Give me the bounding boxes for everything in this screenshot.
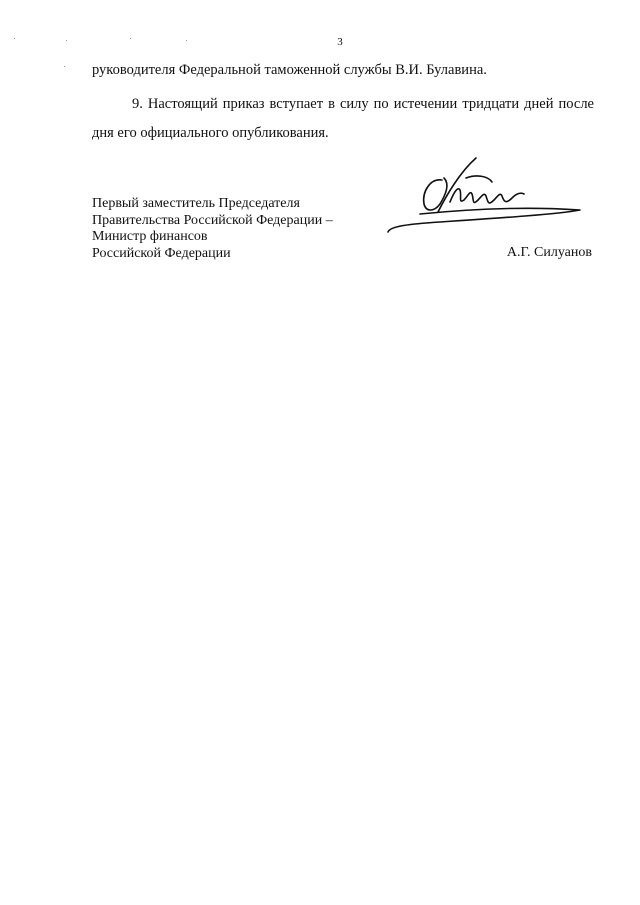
signer-position-line: Первый заместитель Председателя: [92, 196, 300, 211]
signature-icon: [380, 152, 590, 238]
signer-position-line: Министр финансов: [92, 229, 208, 244]
scan-artifact: [64, 66, 65, 67]
paragraph-9: 9. Настоящий приказ вступает в силу по истечении тридцати дней после дня его официального опубликования.: [92, 96, 594, 141]
signer-position: [92, 196, 333, 262]
signer-name: А.Г. Силуанов: [506, 245, 592, 260]
page-number: 3: [337, 36, 343, 48]
signer-position-line: Российской Федерации: [92, 245, 231, 261]
signer-position-line: Правительства Российской Федерации –: [92, 212, 333, 228]
continuation-line: руководителя Федеральной таможенной службы В.И. Булавина.: [92, 62, 487, 78]
